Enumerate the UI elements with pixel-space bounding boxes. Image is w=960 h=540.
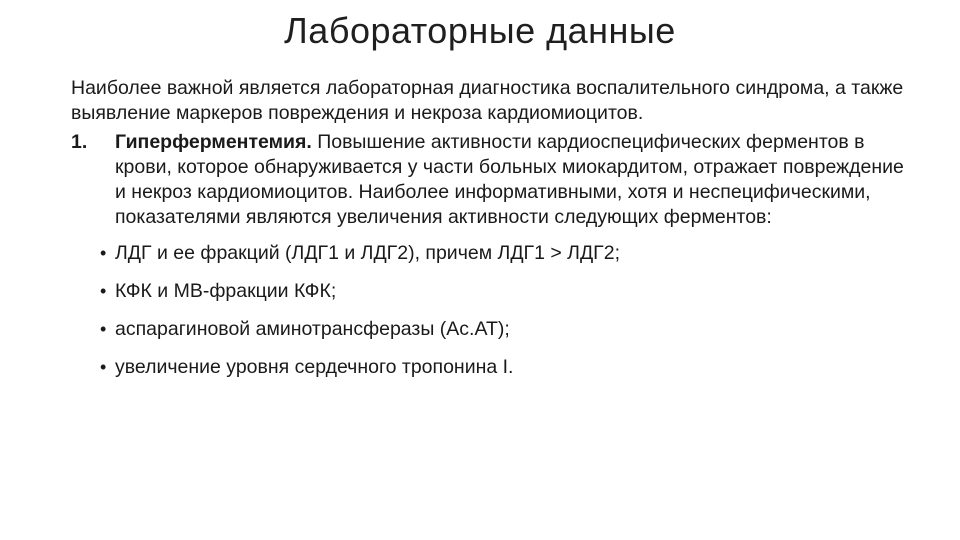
bullet-text: увеличение уровня сердечного тропонина I. [115, 356, 514, 378]
bullet-icon: • [100, 319, 107, 339]
bullet-icon: • [100, 281, 107, 301]
bullet-list [71, 234, 911, 386]
bullet-text: ЛДГ и ее фракций (ЛДГ1 и ЛДГ2), причем ЛДГ1 > ЛДГ2; [115, 242, 620, 264]
bullet-icon: • [100, 243, 107, 263]
item-heading: Гиперферментемия. [115, 131, 312, 153]
bullet-item [71, 272, 911, 310]
bullet-text: аспарагиновой аминотрансферазы (Ас.АТ); [115, 318, 510, 340]
item-number: 1. [71, 131, 88, 153]
intro-paragraph: Наиболее важной является лабораторная диагностика воспалительного синдрома, а также выявление маркеров повреждения и некроза кардиомиоцитов. [71, 77, 904, 124]
bullet-item [71, 310, 911, 348]
slide-title: Лабораторные данные [284, 10, 676, 51]
slide-body [71, 76, 911, 386]
bullet-item [71, 348, 911, 386]
bullet-icon: • [100, 357, 107, 377]
numbered-item-1 [71, 130, 911, 230]
bullet-item [71, 234, 911, 272]
bullet-text: КФК и МВ-фракции КФК; [115, 280, 337, 302]
item-text: Повышение активности кардиоспецифических ферментов в крови, которое обнаруживается у части больных миокардитом, отражает повреждение и некроз кардиомиоцитов. Наиболее информативными, хотя и неспецифическими, показателями являются увеличения активности следующих ферментов: [115, 131, 904, 228]
